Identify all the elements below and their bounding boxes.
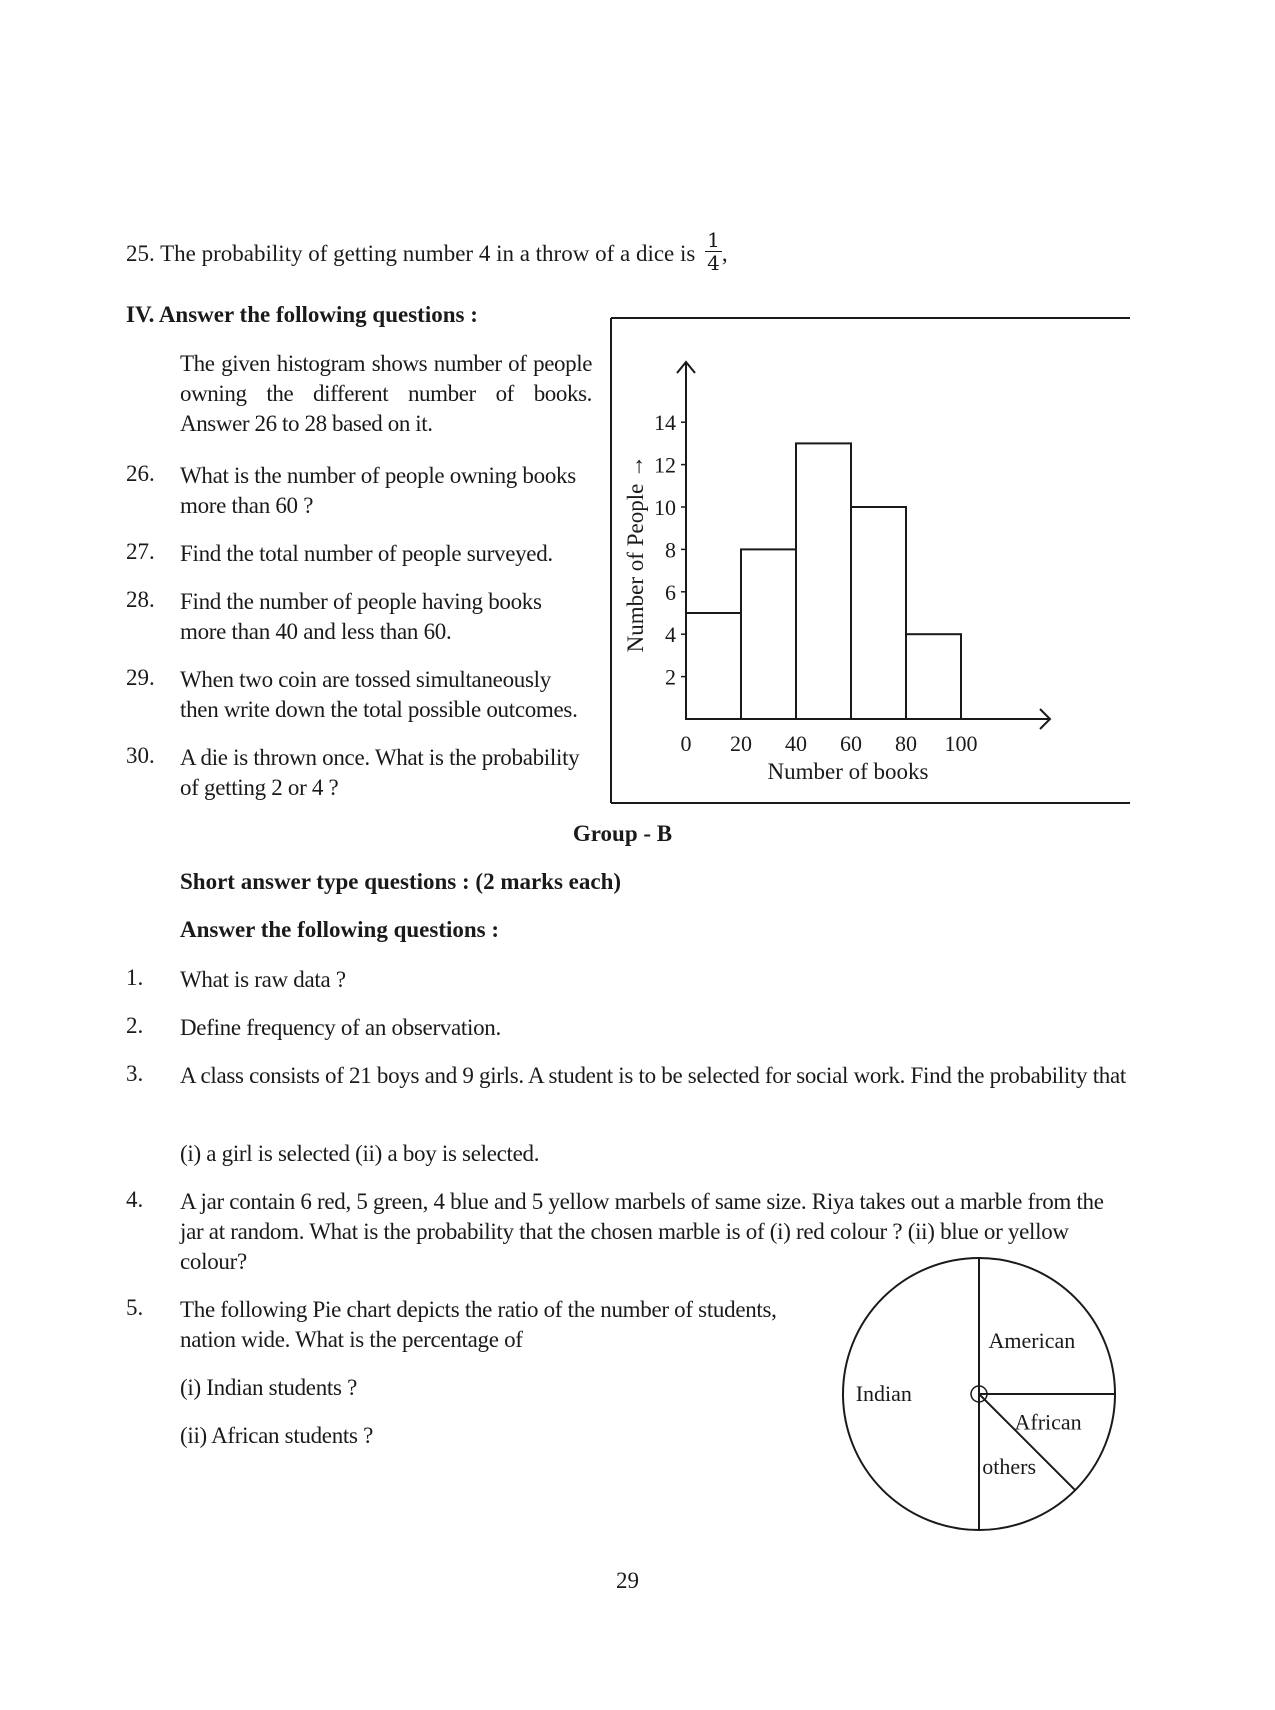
histogram-bar <box>906 634 961 719</box>
histogram-chart <box>610 315 1130 805</box>
pie-plot <box>843 1258 1115 1530</box>
question-29-text: When two coin are tossed simultaneously then write down the total possible outcomes. <box>180 667 578 722</box>
x-tick-label: 20 <box>730 731 752 756</box>
x-tick-label: 80 <box>895 731 917 756</box>
x-tick-label: 100 <box>944 731 978 756</box>
group-b-question-5-text: The following Pie chart depicts the ratio of the number of students, nation wide. What is the percentage of <box>180 1297 777 1352</box>
group-b-question-2-text: Define frequency of an observation. <box>180 1015 501 1040</box>
question-28-text: Find the number of people having books more than 40 and less than 60. <box>180 589 542 644</box>
y-tick-label: 6 <box>665 579 676 605</box>
histogram-bar <box>796 443 851 719</box>
question-26-text: What is the number of people owning books more than 60 ? <box>180 463 576 518</box>
page-number: 29 <box>616 1568 639 1593</box>
histogram-bar <box>686 613 741 719</box>
histogram-intro: The given histogram shows number of people owning the different number of books. Answer 26 to 28 based on it. <box>180 351 592 436</box>
group-b-question-4-text: A jar contain 6 red, 5 green, 4 blue and 5 yellow marbels of same size. Riya takes out a marble from the jar at random. What is the probability that the chosen marble is of (i) red colour ? (ii) blue or yellow colour? <box>180 1189 1104 1274</box>
fraction <box>705 229 722 274</box>
question-25-trail: , <box>721 240 728 266</box>
group-b-question-5-number: 5. <box>126 1295 144 1320</box>
question-27-number: 27. <box>126 539 155 564</box>
y-tick-label: 10 <box>654 495 676 520</box>
question-26-number: 26. <box>126 461 155 486</box>
group-b-subtitle: Short answer type questions : (2 marks each) <box>180 869 622 894</box>
question-28-number: 28. <box>126 587 155 612</box>
x-axis-label: Number of books <box>767 759 929 784</box>
group-b-question-1-number: 1. <box>126 965 144 990</box>
section-iv-heading: IV. Answer the following questions : <box>126 302 478 327</box>
group-b-instruction: Answer the following questions : <box>180 917 500 942</box>
fraction-denominator: 4 <box>707 251 720 275</box>
y-tick-label: 14 <box>654 410 676 436</box>
x-tick-label: 60 <box>840 731 862 756</box>
x-tick-label: 40 <box>785 731 807 756</box>
group-b-question-5-sub-2: (ii) African students ? <box>180 1423 374 1448</box>
y-axis-label: Number of People → <box>623 454 648 653</box>
x-tick-label: 0 <box>680 731 692 756</box>
question-25 <box>126 228 728 278</box>
histogram-plot <box>611 318 1130 803</box>
histogram-bar <box>851 507 906 719</box>
group-b-question-5-sub-1: (i) Indian students ? <box>180 1375 358 1400</box>
y-tick-label: 8 <box>665 537 676 563</box>
fraction-numerator: 1 <box>707 228 720 252</box>
group-b-question-3-number: 3. <box>126 1061 144 1086</box>
group-b-question-3-text: A class consists of 21 boys and 9 girls. A student is to be selected for social work. Find the probability that <box>180 1063 1126 1088</box>
histogram-bar <box>741 549 796 719</box>
y-tick-label: 4 <box>665 622 676 648</box>
group-b-question-2-number: 2. <box>126 1013 144 1038</box>
pie-slice-label: others <box>982 1453 1037 1479</box>
y-tick-label: 12 <box>654 452 676 478</box>
pie-slice-label: American <box>988 1328 1076 1354</box>
group-b-question-4-number: 4. <box>126 1187 144 1212</box>
group-b-question-1-text: What is raw data ? <box>180 967 346 992</box>
pie-slice-label: African <box>1014 1409 1082 1435</box>
question-30-text: A die is thrown once. What is the probability of getting 2 or 4 ? <box>180 745 580 800</box>
question-29-number: 29. <box>126 665 155 690</box>
group-b-title: Group - B <box>572 821 673 846</box>
question-27-text: Find the total number of people surveyed. <box>180 541 553 566</box>
question-30-number: 30. <box>126 743 155 768</box>
y-tick-label: 2 <box>665 664 676 690</box>
question-25-text: 25. The probability of getting number 4 in a throw of a dice is <box>126 240 696 266</box>
pie-chart <box>830 1255 1130 1535</box>
group-b-question-3-sub: (i) a girl is selected (ii) a boy is selected. <box>180 1141 540 1166</box>
pie-slice-label: Indian <box>855 1381 912 1406</box>
